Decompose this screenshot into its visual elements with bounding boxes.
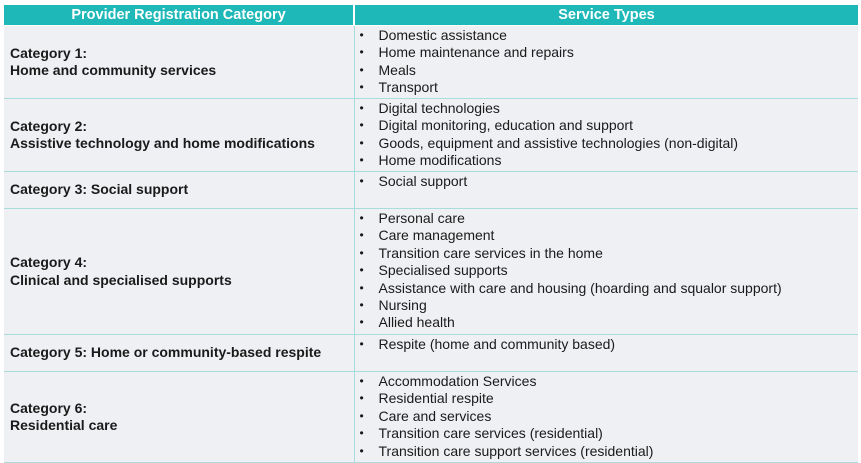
service-list <box>355 27 859 97</box>
bullet-icon: • <box>359 280 364 295</box>
service-label: Personal care <box>378 210 465 226</box>
table-row <box>4 172 858 209</box>
bullet-icon: • <box>359 263 364 278</box>
service-label: Respite (home and community based) <box>378 336 616 352</box>
table-row <box>4 26 858 99</box>
bullet-icon: • <box>359 297 364 312</box>
service-label: Transition care services in the home <box>378 244 603 261</box>
bullet-icon: • <box>359 135 364 150</box>
category-cell <box>4 372 354 463</box>
service-label: Assistance with care and housing (hoarding and squalor support) <box>378 279 782 296</box>
bullet-icon: • <box>359 443 364 458</box>
service-item <box>355 280 859 297</box>
category-label: Category 4: <box>10 254 88 270</box>
bullet-icon: • <box>359 62 364 77</box>
category-name: Home and community services <box>10 62 217 78</box>
service-item <box>355 44 859 61</box>
category-label: Category 6: <box>10 399 88 416</box>
category-cell <box>4 335 354 372</box>
bullet-icon: • <box>359 118 364 133</box>
service-item <box>355 262 859 279</box>
bullet-icon: • <box>359 426 364 441</box>
service-item <box>355 373 859 390</box>
service-label: Domestic assistance <box>378 27 507 43</box>
service-item <box>355 100 859 117</box>
category-label: Category 3: Social support <box>10 181 189 198</box>
bullet-icon: • <box>359 391 364 406</box>
service-list <box>355 210 859 332</box>
service-label: Digital technologies <box>378 100 500 116</box>
service-item <box>355 62 859 79</box>
service-item <box>355 443 859 460</box>
service-label: Digital monitoring, education and support <box>378 117 633 134</box>
service-types-cell <box>354 335 858 372</box>
service-list <box>355 336 859 353</box>
bullet-icon: • <box>359 408 364 423</box>
bullet-icon: • <box>359 101 364 115</box>
service-label: Allied health <box>378 314 455 331</box>
service-label: Nursing <box>378 296 427 313</box>
service-label: Residential respite <box>378 390 494 407</box>
registration-table <box>4 5 858 463</box>
service-item <box>355 135 859 152</box>
service-label: Goods, equipment and assistive technologies (non-digital) <box>378 134 739 151</box>
bullet-icon: • <box>359 228 364 243</box>
registration-table-container <box>4 5 858 463</box>
service-label: Care and services <box>378 407 492 424</box>
category-cell <box>4 99 354 172</box>
bullet-icon: • <box>359 174 364 188</box>
service-item <box>355 27 859 44</box>
service-types-cell <box>354 99 858 172</box>
table-row <box>4 372 858 463</box>
service-label: Specialised supports <box>378 262 508 279</box>
service-types-cell <box>354 26 858 99</box>
service-list <box>355 373 859 460</box>
service-item <box>355 336 859 353</box>
category-cell <box>4 26 354 99</box>
category-label: Category 2: <box>10 117 88 134</box>
category-name: Clinical and specialised supports <box>10 271 232 288</box>
bullet-icon: • <box>359 374 364 388</box>
service-label: Social support <box>378 173 468 189</box>
service-item <box>355 425 859 442</box>
category-label: Category 1: <box>10 44 88 61</box>
service-item <box>355 227 859 244</box>
bullet-icon: • <box>359 45 364 60</box>
service-item <box>355 117 859 134</box>
service-label: Home maintenance and repairs <box>378 44 574 61</box>
service-label: Transport <box>378 79 438 96</box>
table-header-row <box>4 5 858 26</box>
bullet-icon: • <box>359 245 364 260</box>
service-list <box>355 100 859 170</box>
service-item <box>355 210 859 227</box>
service-list <box>355 173 859 190</box>
table-row <box>4 209 858 335</box>
service-label: Accommodation Services <box>378 373 537 389</box>
service-item <box>355 173 859 190</box>
service-item <box>355 408 859 425</box>
service-label: Transition care support services (residential) <box>378 442 654 459</box>
service-label: Meals <box>378 61 416 78</box>
bullet-icon: • <box>359 28 364 42</box>
category-name: Assistive technology and home modifications <box>10 135 315 151</box>
table-row <box>4 99 858 172</box>
category-cell <box>4 172 354 209</box>
service-item <box>355 245 859 262</box>
service-label: Transition care services (residential) <box>378 425 603 442</box>
header-provider-registration-category: Provider Registration Category <box>4 5 354 26</box>
service-label: Home modifications <box>378 152 502 169</box>
service-types-cell <box>354 172 858 209</box>
bullet-icon: • <box>359 153 364 168</box>
service-item <box>355 79 859 96</box>
service-item <box>355 390 859 407</box>
bullet-icon: • <box>359 211 364 225</box>
service-item <box>355 297 859 314</box>
header-service-types: Service Types <box>354 5 858 26</box>
bullet-icon: • <box>359 337 364 351</box>
service-types-cell <box>354 209 858 335</box>
category-label: Category 5: Home or community-based respite <box>10 344 322 361</box>
category-name: Residential care <box>10 417 118 433</box>
service-label: Care management <box>378 227 495 244</box>
category-cell <box>4 209 354 335</box>
service-item <box>355 152 859 169</box>
table-row <box>4 335 858 372</box>
bullet-icon: • <box>359 315 364 330</box>
bullet-icon: • <box>359 80 364 95</box>
service-types-cell <box>354 372 858 463</box>
service-item <box>355 314 859 331</box>
